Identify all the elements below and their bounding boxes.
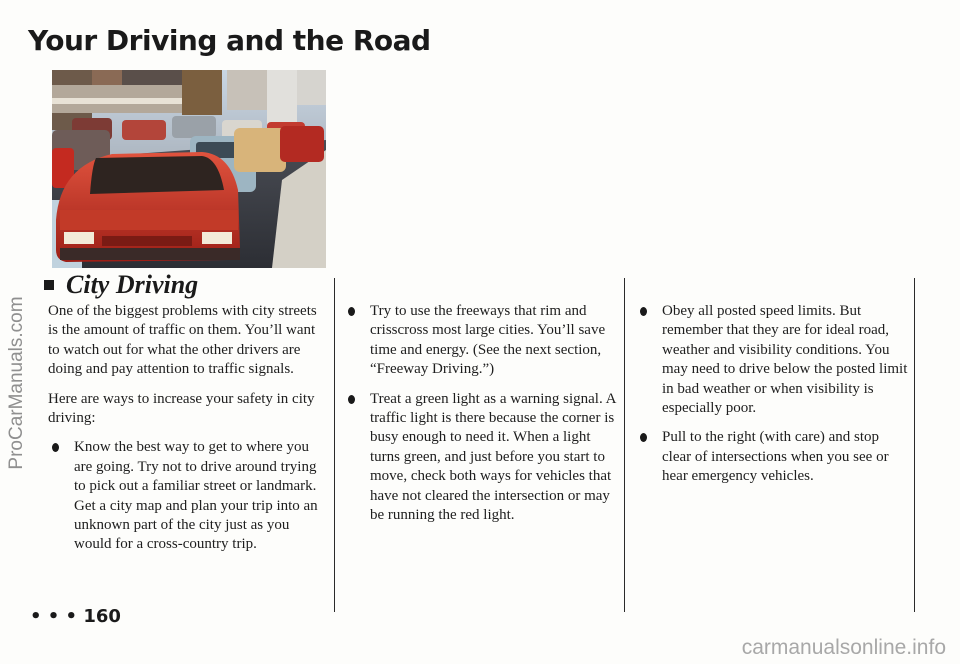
square-bullet-icon — [44, 280, 54, 290]
column-divider — [334, 278, 335, 612]
section-heading-text: City Driving — [66, 270, 199, 299]
safety-tips-list — [48, 438, 328, 554]
column-1 — [48, 302, 328, 565]
bullet-item-use-freeways: Try to use the freeways that rim and crisscross most large cities. You’ll save time and energy. (See the next section, “Freeway Driving.”) — [344, 302, 624, 380]
page-number: • • • 160 — [30, 606, 121, 627]
column-3 — [636, 302, 908, 497]
section-heading-city-driving — [44, 270, 198, 300]
safety-tips-list — [636, 302, 908, 487]
bullet-item-speed-limits: Obey all posted speed limits. But remember that they are for ideal road, weather and visibility conditions. You may need to drive below the posted limit in bad weather or when visibility is especially poor. — [636, 302, 908, 418]
column-2 — [344, 302, 624, 535]
bullet-item-green-light: Treat a green light as a warning signal. A traffic light is there because the corner is busy enough to need it. When a light turns green, and just before you start to move, check both ways for vehicles that have not cleared the intersection or may be running the red light. — [344, 390, 624, 526]
page-title: Your Driving and the Road — [28, 24, 431, 57]
column-divider — [624, 278, 625, 612]
city-traffic-photo — [52, 70, 326, 268]
intro-paragraph: Here are ways to increase your safety in city driving: — [48, 390, 315, 427]
column-divider — [914, 278, 915, 612]
side-watermark: ProCarManuals.com — [6, 296, 27, 470]
bullet-item-emergency-vehicles: Pull to the right (with care) and stop clear of intersections when you see or hear emergency vehicles. — [636, 428, 908, 486]
intro-paragraph: One of the biggest problems with city streets is the amount of traffic on them. You’ll want to watch out for what the other drivers are doing and pay attention to traffic signals. — [48, 303, 317, 378]
bottom-watermark: carmanualsonline.info — [741, 636, 946, 659]
safety-tips-list — [344, 302, 624, 525]
bullet-item-plan-route: Know the best way to get to where you are going. Try not to drive around trying to pick out a familiar street or landmark. Get a city map and plan your trip into an unknown part of the city just as you would for a cross-country trip. — [48, 438, 328, 554]
